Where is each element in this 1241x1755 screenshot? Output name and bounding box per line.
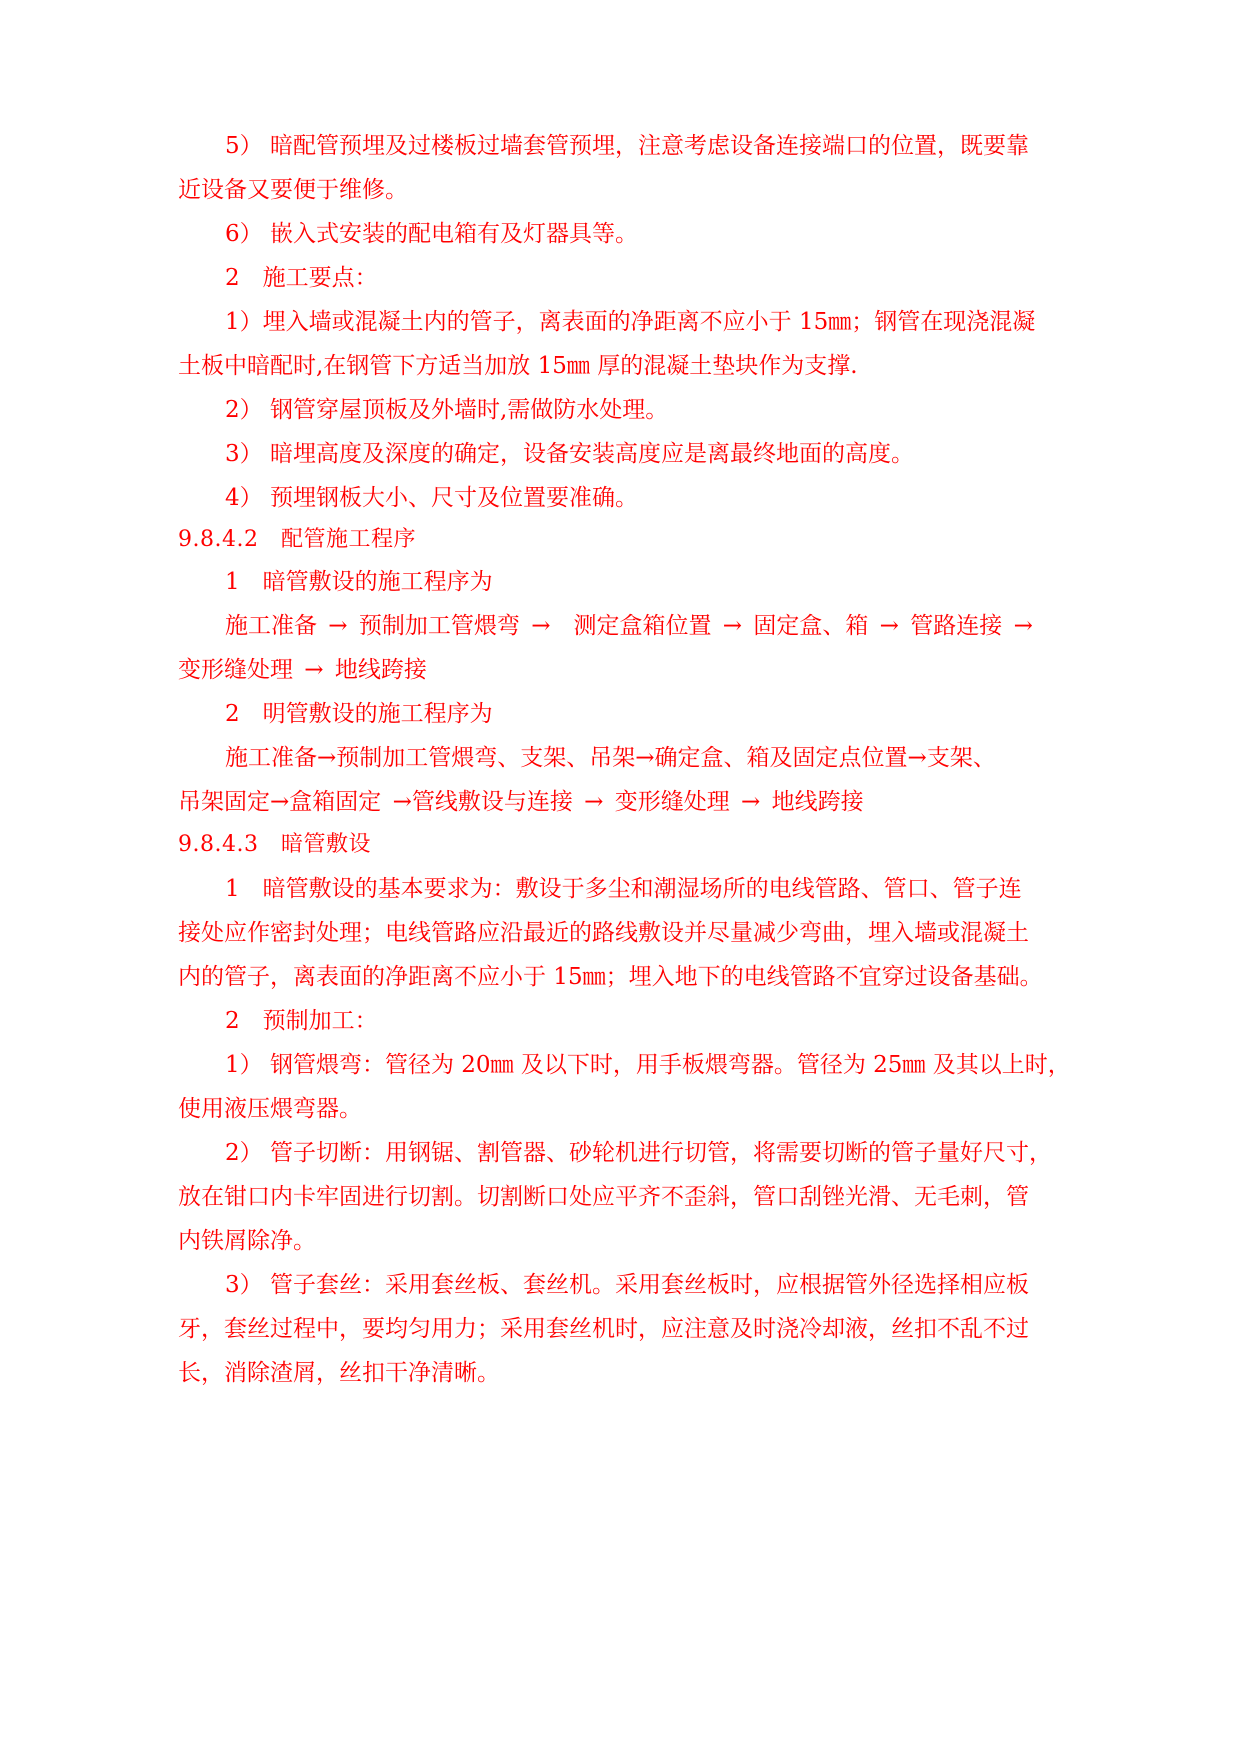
paragraph-line: 1 暗管敷设的施工程序为: [225, 569, 493, 595]
paragraph-line: 使用液压煨弯器。: [178, 1096, 362, 1122]
paragraph-line: 放在钳口内卡牢固进行切割。切割断口处应平齐不歪斜，管口刮锉光滑、无毛刺，管: [178, 1184, 1029, 1210]
paragraph-line: 内铁屑除净。: [178, 1228, 316, 1254]
paragraph-line: 1） 钢管煨弯：管径为 20㎜ 及以下时，用手板煨弯器。管径为 25㎜ 及其以上时，: [225, 1052, 1071, 1078]
paragraph-line: 2） 管子切断：用钢锯、割管器、砂轮机进行切管，将需要切断的管子量好尺寸，: [225, 1140, 1052, 1166]
paragraph-line: 5） 暗配管预埋及过楼板过墙套管预埋，注意考虑设备连接端口的位置，既要靠: [225, 133, 1029, 159]
paragraph-line: 1 暗管敷设的基本要求为：敷设于多尘和潮湿场所的电线管路、管口、管子连: [225, 876, 1022, 902]
paragraph-line: 近设备又要便于维修。: [178, 177, 408, 203]
flow-line: 吊架固定→盒箱固定 →管线敷设与连接 → 变形缝处理 → 地线跨接: [178, 789, 864, 815]
paragraph-line: 2 施工要点：: [225, 265, 378, 291]
flow-line: 施工准备→预制加工管煨弯、支架、吊架→确定盒、箱及固定点位置→支架、: [225, 745, 996, 771]
section-heading: 9.8.4.2 配管施工程序: [178, 527, 416, 552]
section-heading: 9.8.4.3 暗管敷设: [178, 832, 371, 857]
paragraph-line: 2 明管敷设的施工程序为: [225, 701, 493, 727]
paragraph-line: 牙，套丝过程中，要均匀用力；采用套丝机时，应注意及时浇冷却液，丝扣不乱不过: [178, 1316, 1029, 1342]
paragraph-line: 6） 嵌入式安装的配电箱有及灯器具等。: [225, 221, 638, 247]
paragraph-line: 2 预制加工：: [225, 1008, 378, 1034]
paragraph-line: 2） 钢管穿屋顶板及外墙时,需做防水处理。: [225, 397, 669, 423]
paragraph-line: 长，消除渣屑，丝扣干净清晰。: [178, 1360, 500, 1386]
paragraph-line: 3） 暗埋高度及深度的确定，设备安装高度应是离最终地面的高度。: [225, 441, 914, 467]
flow-line: 施工准备 → 预制加工管煨弯 → 测定盒箱位置 → 固定盒、箱 → 管路连接 →: [225, 613, 1033, 639]
paragraph-line: 内的管子，离表面的净距离不应小于 15㎜；埋入地下的电线管路不宜穿过设备基础。: [178, 964, 1043, 990]
paragraph-line: 土板中暗配时,在钢管下方适当加放 15㎜ 厚的混凝土垫块作为支撑.: [178, 353, 858, 379]
paragraph-line: 接处应作密封处理；电线管路应沿最近的路线敷设并尽量减少弯曲，埋入墙或混凝土: [178, 920, 1029, 946]
flow-line: 变形缝处理 → 地线跨接: [178, 657, 427, 683]
paragraph-line: 4） 预埋钢板大小、尺寸及位置要准确。: [225, 485, 638, 511]
paragraph-line: 3） 管子套丝：采用套丝板、套丝机。采用套丝板时，应根据管外径选择相应板: [225, 1272, 1029, 1298]
paragraph-line: 1）埋入墙或混凝土内的管子，离表面的净距离不应小于 15㎜；钢管在现浇混凝: [225, 309, 1036, 335]
